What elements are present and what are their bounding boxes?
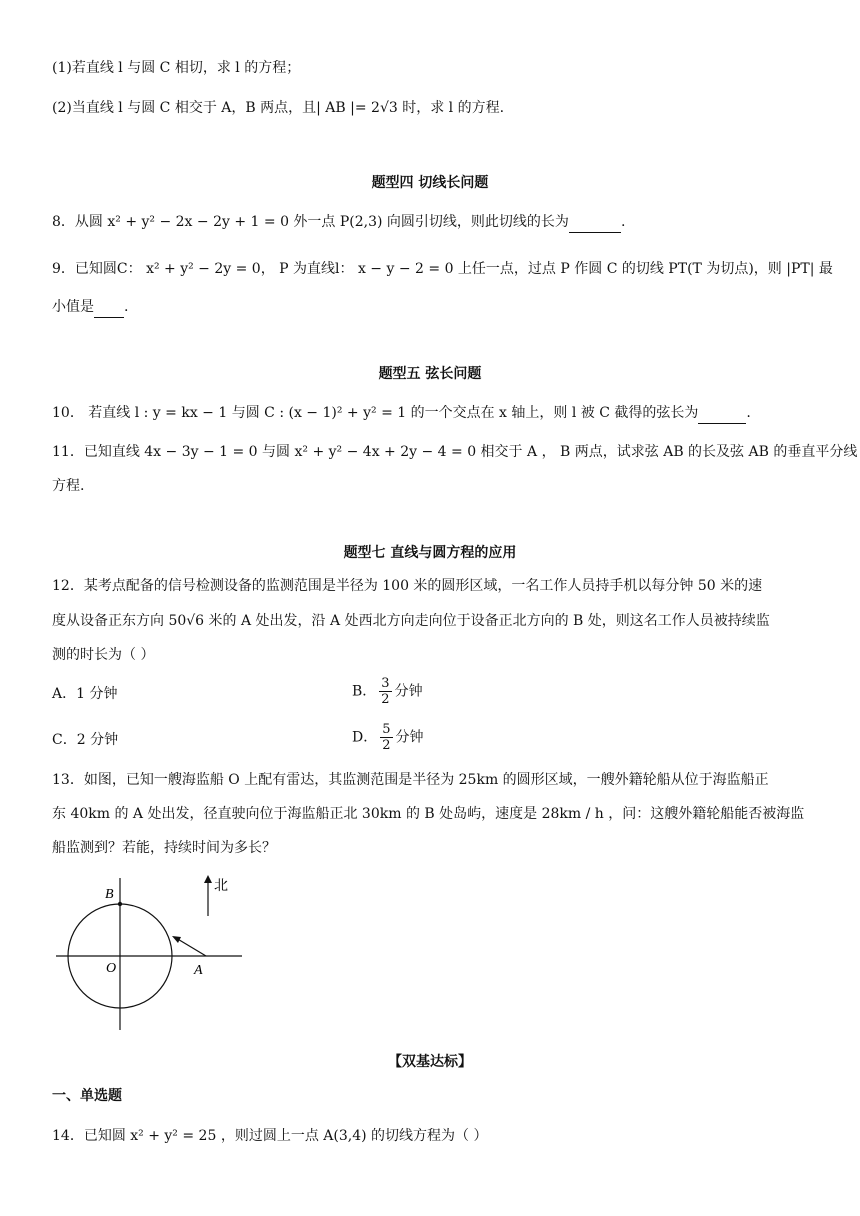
problem-8-text: 8．从圆 x² + y² − 2x − 2y + 1 = 0 外一点 P(2,3) 向圆引切线，则此切线的长为: [52, 214, 569, 230]
problem-10: [52, 403, 808, 424]
problem-12-line-1: 12．某考点配备的信号检测设备的监测范围是半径为 100 米的圆形区域，一名工作人员持手机以每分钟 50 米的速: [52, 578, 763, 594]
problem-13-line-1: 13．如图，已知一艘海监船 O 上配有雷达，其监测范围是半径为 25km 的圆形区域，一艘外籍轮船从位于海监船正: [52, 772, 769, 788]
option-b-unit: 分钟: [394, 683, 423, 700]
radar-diagram: [50, 872, 250, 1032]
problem-11-line-1: 11．已知直线 4x − 3y − 1 = 0 与圆 x² + y² − 4x + 2y − 4 = 0 相交于 A ， B 两点，试求弦 AB 的长及弦 AB 的垂直平分线: [52, 444, 858, 460]
problem-12-line-2: 度从设备正东方向 50√6 米的 A 处出发，沿 A 处西北方向走向位于设备正北方向的 B 处，则这名工作人员被持续监: [52, 613, 770, 629]
option-b-label: B．: [352, 683, 377, 700]
option-d-unit: 分钟: [395, 729, 424, 746]
option-b: [352, 676, 423, 707]
option-d: [352, 722, 424, 753]
arrowhead-icon: [172, 936, 181, 943]
problem-12-line-3: 测的时长为（ ）: [52, 647, 155, 663]
option-c: C．2 分钟: [52, 732, 119, 748]
problem-7-part-1: (1)若直线 l 与圆 C 相切，求 l 的方程；: [52, 60, 301, 76]
problem-9-line-2: [52, 297, 808, 318]
fraction: [380, 722, 392, 753]
label-b: B: [105, 887, 114, 902]
problem-13-line-3: 船监测到？若能，持续时间为多长？: [52, 840, 276, 856]
section-heading-5: 题型五 弦长问题: [378, 366, 482, 382]
problem-9-text: 小值是: [52, 299, 94, 315]
problem-7-part-2: (2)当直线 l 与圆 C 相交于 A，B 两点，且| AB |= 2√3 时，求 l 的方程.: [52, 100, 505, 116]
north-arrowhead-icon: [204, 875, 212, 883]
problem-8: [52, 212, 808, 233]
label-o: O: [106, 961, 117, 976]
point-b-dot: [118, 902, 122, 906]
problem-9-end: .: [124, 299, 129, 315]
section-heading-shuangji: 【双基达标】: [388, 1054, 472, 1070]
section-heading-4: 题型四 切线长问题: [371, 175, 489, 191]
fraction-denominator: 2: [381, 692, 390, 707]
fraction-numerator: 5: [382, 722, 391, 737]
problem-14: 14．已知圆 x² + y² = 25 ，则过圆上一点 A(3,4) 的切线方程为（ ）: [52, 1128, 488, 1144]
fraction-numerator: 3: [381, 676, 390, 691]
ship-path-arrow: [176, 938, 206, 956]
option-d-label: D．: [352, 729, 378, 746]
answer-blank: [94, 297, 124, 318]
problem-9-line-1: 9．已知圆C： x² + y² − 2y = 0， P 为直线l： x − y − 2 = 0 上任一点，过点 P 作圆 C 的切线 PT(T 为切点)，则 |PT| 最: [52, 261, 833, 277]
answer-blank: [698, 403, 746, 424]
fraction-denominator: 2: [382, 738, 391, 753]
answer-blank: [569, 212, 621, 233]
fraction: [379, 676, 391, 707]
problem-8-end: .: [620, 214, 626, 230]
problem-10-text: 10． 若直线 l : y = kx − 1 与圆 C : (x − 1)² + y² = 1 的一个交点在 x 轴上，则 l 被 C 截得的弦长为: [52, 405, 699, 421]
section-heading-single-choice: 一、单选题: [52, 1088, 122, 1104]
section-heading-7: 题型七 直线与圆方程的应用: [343, 545, 517, 561]
problem-13-line-2: 东 40km 的 A 处出发，径直驶向位于海监船正北 30km 的 B 处岛屿，速度是 28km / h ，问：这艘外籍轮船能否被海监: [52, 806, 805, 822]
problem-11-line-2: 方程.: [52, 478, 85, 494]
option-a: A．1 分钟: [52, 686, 118, 702]
label-north: 北: [214, 878, 228, 894]
problem-10-end: .: [746, 405, 751, 421]
label-a: A: [194, 963, 203, 978]
